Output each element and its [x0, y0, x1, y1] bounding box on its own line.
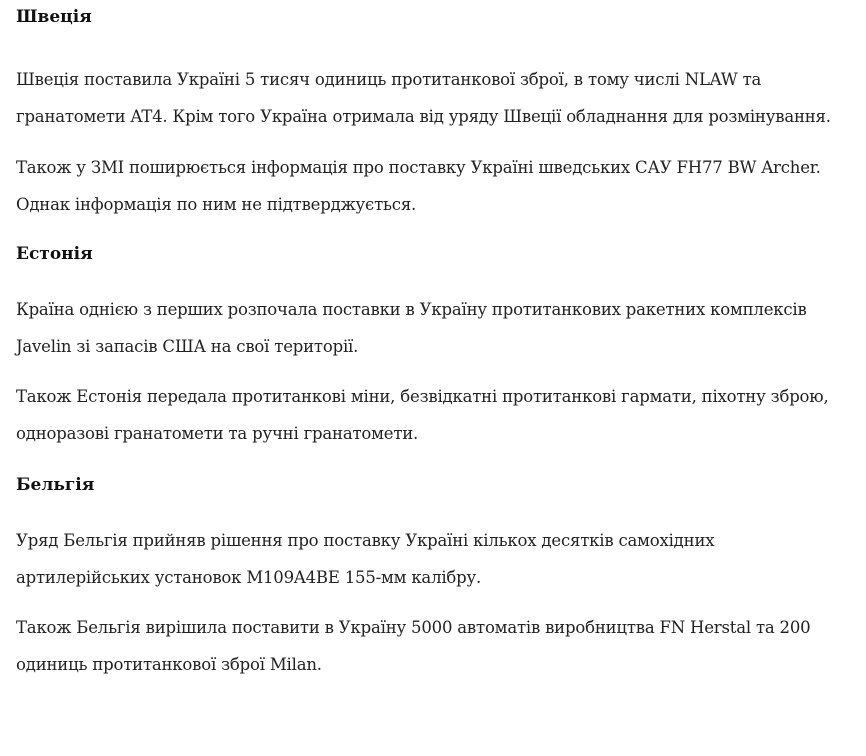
article-body: [0, 6, 866, 683]
section-heading-belgium: Бельгія: [16, 475, 95, 495]
paragraph-belgium-1: Уряд Бельгія прийняв рішення про поставку Україні кількох десятків самохідних артилерійських установок M109A4BE 155-мм калібру.: [16, 531, 715, 587]
paragraph-sweden-1: Швеція поставила Україні 5 тисяч одиниць протитанкової зброї, в тому числі NLAW та гранатомети AT4. Крім того Україна отримала від уряду Швеції обладнання для розмінування.: [16, 70, 831, 126]
section-heading-estonia: Естонія: [16, 244, 93, 264]
section-heading-sweden: Швеція: [16, 7, 92, 27]
paragraph-estonia-1: Країна однією з перших розпочала поставки в Україну протитанкових ракетних комплексів Javelin зі запасів США на свої території.: [16, 300, 807, 356]
paragraph-estonia-2: Також Естонія передала протитанкові міни, безвідкатні протитанкові гармати, піхотну зброю, одноразові гранатомети та ручні гранатомети.: [16, 387, 829, 443]
paragraph-sweden-2: Також у ЗМІ поширюється інформація про поставку Україні шведських САУ FH77 BW Archer. Однак інформація по ним не підтверджується.: [16, 158, 821, 214]
paragraph-belgium-2: Також Бельгія вирішила поставити в Україну 5000 автоматів виробництва FN Herstal та 200 одиниць протитанкової зброї Milan.: [16, 618, 811, 674]
